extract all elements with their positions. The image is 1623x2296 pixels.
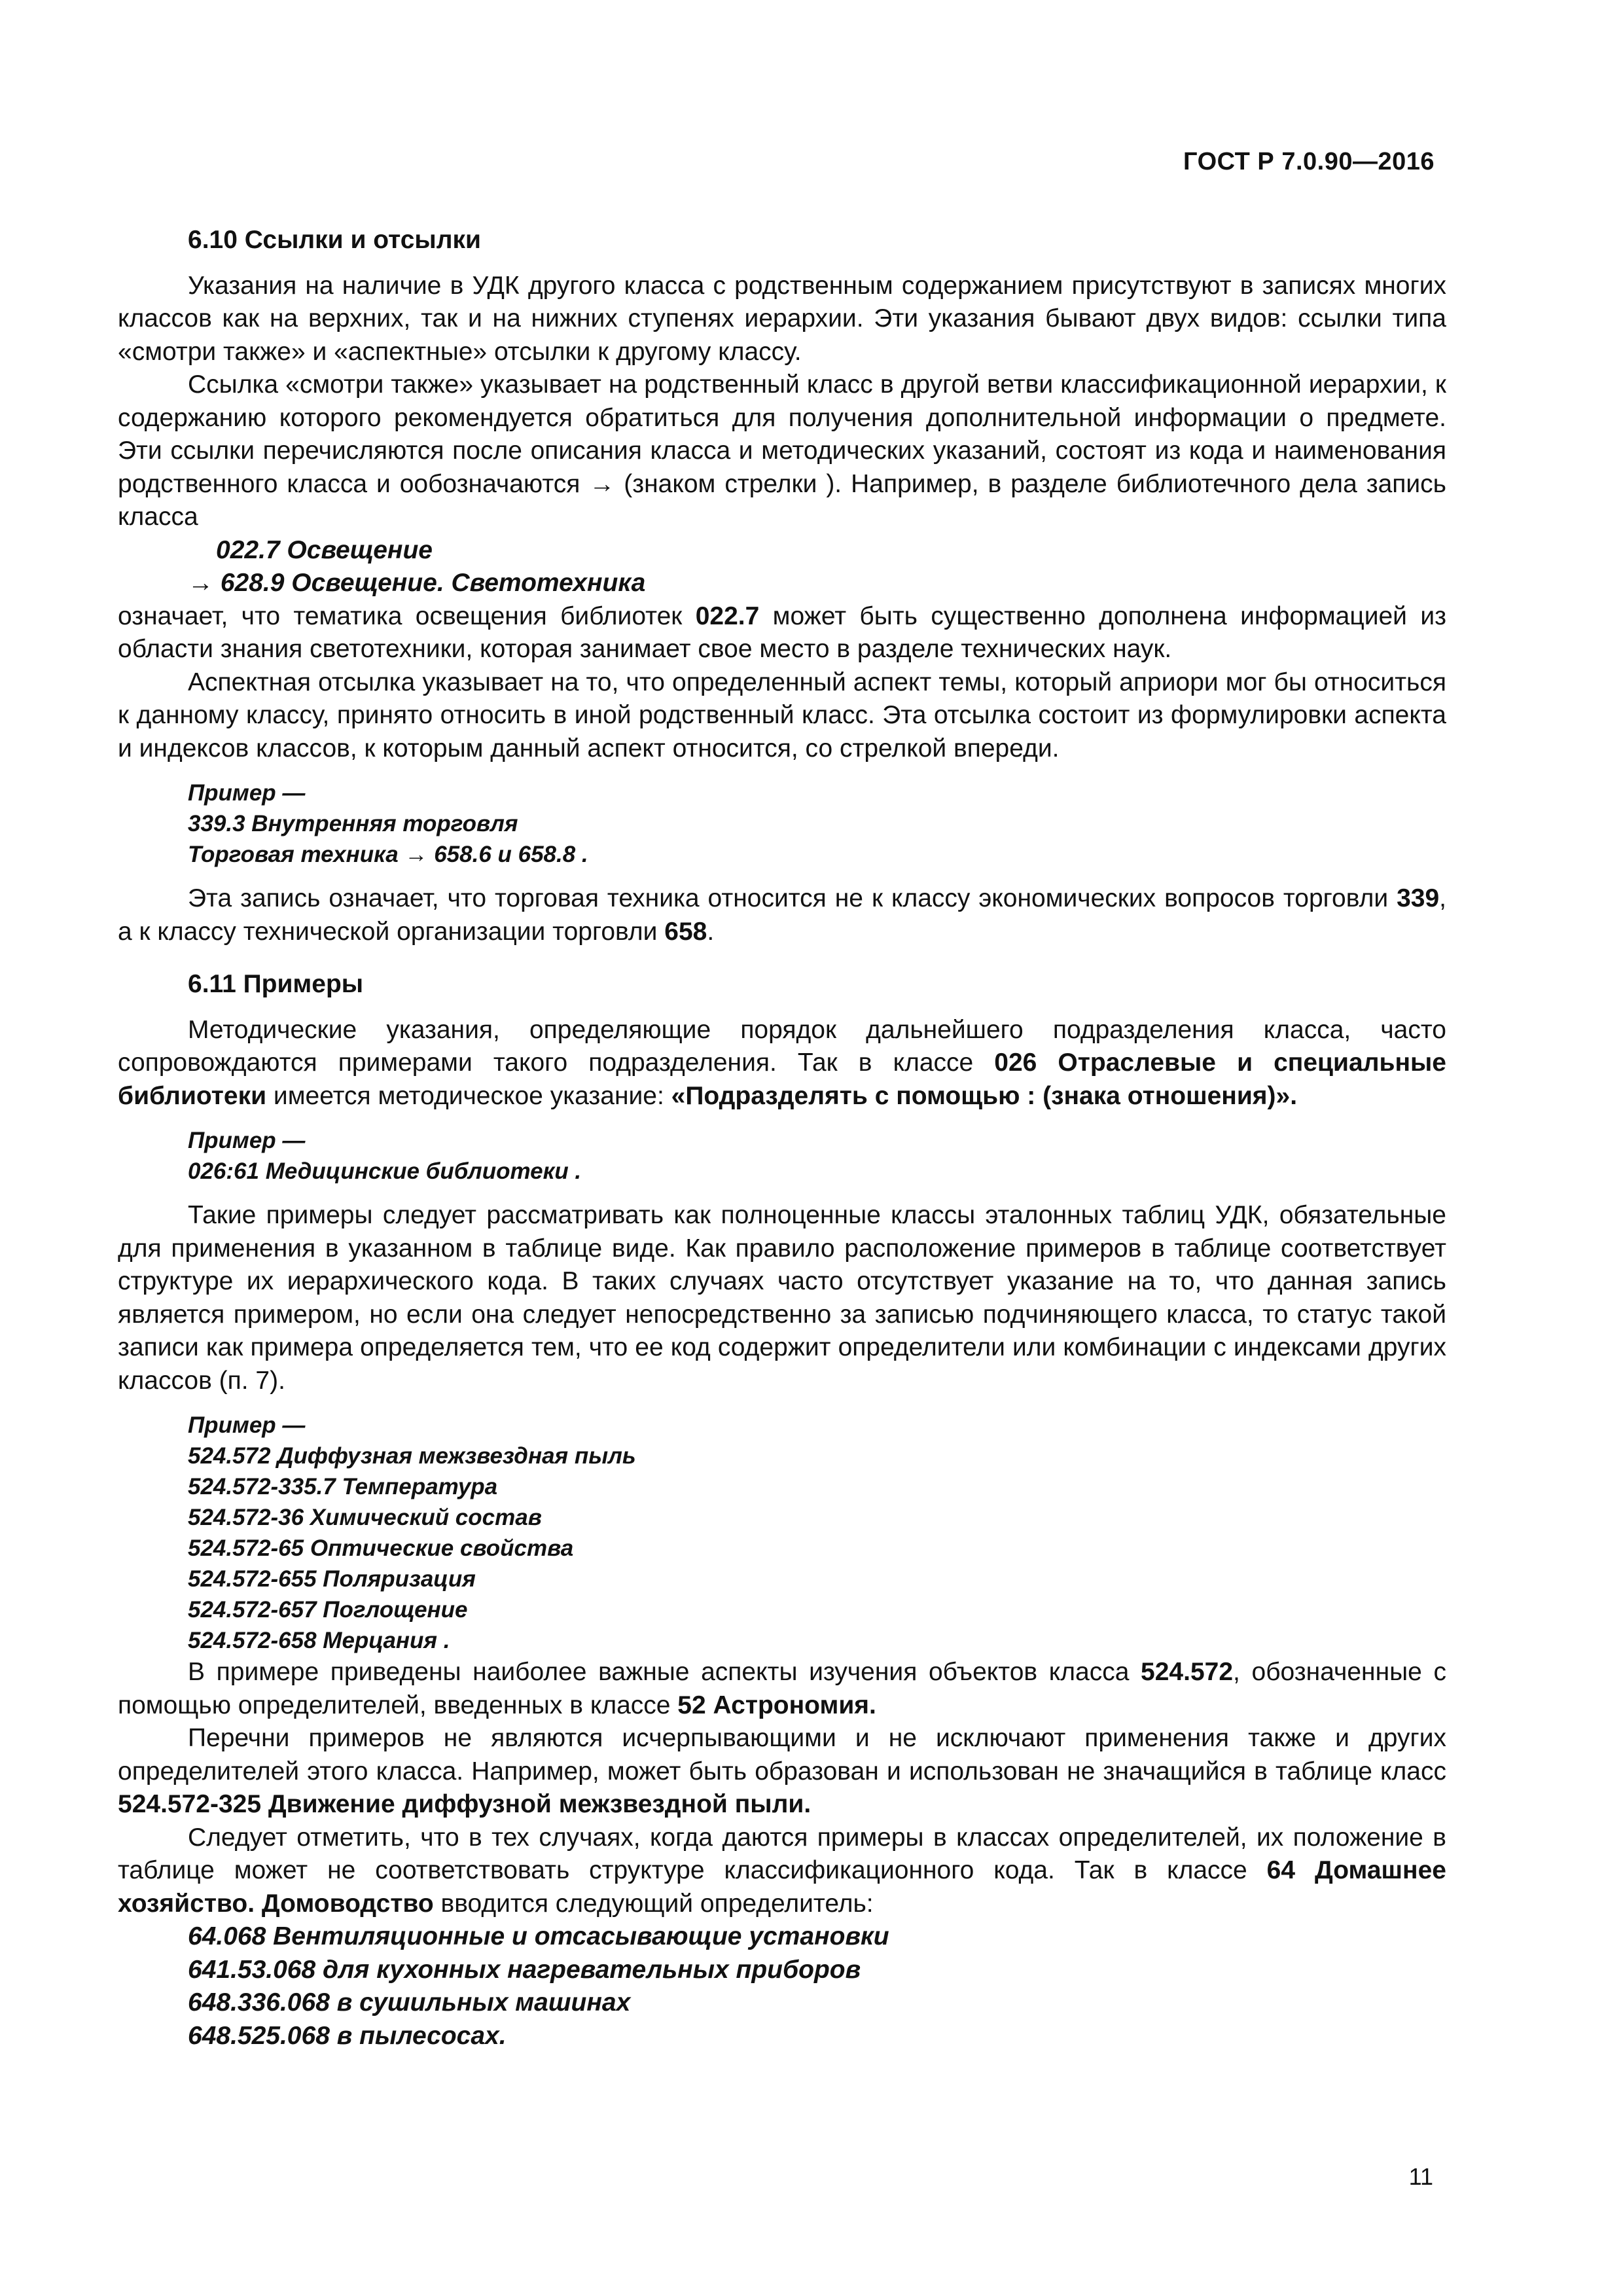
s610-paragraph-5: Эта запись означает, что торговая техника относится не к классу экономических вопросов торговли 339, а к классу технической организации торговли 658. — [118, 884, 1446, 946]
section-6-11-title: 6.11 Примеры — [188, 970, 364, 998]
page-content — [118, 224, 1446, 2053]
s610-paragraph-3: означает, что тематика освещения библиотек 022.7 может быть существенно дополнена информацией из области знания светотехники, которая занимает свое место в разделе технических наук. — [118, 601, 1446, 663]
s611-paragraph-4: Перечни примеров не являются исчерпывающими и не исключают применения также и других определителей этого класса. Например, может быть образован и использован не значащийся в таблице класс 524.572-325 Движение диффузной межзвездной пыли. — [118, 1724, 1446, 1818]
s611-example-5-line: 64.068 Вентиляционные и отсасывающие установки — [188, 1922, 889, 1950]
s611-example-5-line: 648.525.068 в пылесосах. — [188, 2021, 507, 2050]
s610-example-1-line-1: 022.7 Освещение — [216, 535, 433, 564]
page-number: 11 — [1408, 2163, 1433, 2190]
s611-example-5-line: 648.336.068 в сушильных машинах — [188, 1988, 631, 2017]
s610-paragraph-4: Аспектная отсылка указывает на то, что определенный аспект темы, который априори мог бы относиться к данному классу, принято относить в иной родственный класс. Эта отсылка состоит из формулировки аспекта и индексов классов, к которым данный аспект относится, со стрелкой впереди. — [118, 668, 1446, 762]
s611-example-3-line-1: 026:61 Медицинские библиотеки . — [188, 1158, 582, 1184]
s611-paragraph-2: Такие примеры следует рассматривать как полноценные классы эталонных таблиц УДК, обязательные для применения в указанном в таблице виде. Как правило расположение примеров в таблице соответствует структуре их иерархического кода. В таких случаях часто отсутствует указание на то, что данная запись является примером, но если она следует непосредственно за записью подчиняющего класса, то статус такой записи как примера определяется тем, что ее код содержит определители или комбинации с индексами других классов (п. 7). — [118, 1201, 1446, 1395]
s611-example-4-line: 524.572-658 Мерцания . — [188, 1628, 450, 1653]
section-6-10-title: 6.10 Ссылки и отсылки — [188, 226, 482, 254]
s611-example-4-line: 524.572 Диффузная межзвездная пыль — [188, 1443, 636, 1469]
s611-paragraph-3: В примере приведены наиболее важные аспекты изучения объектов класса 524.572, обозначенные с помощью определителей, введенных в классе 52 Астрономия. — [118, 1658, 1447, 1719]
s611-example-4-line: 524.572-657 Поглощение — [188, 1597, 468, 1623]
s611-example-3-label: Пример — — [188, 1128, 306, 1153]
s611-example-4-line: 524.572-65 Оптические свойства — [188, 1535, 574, 1561]
s610-paragraph-2: Ссылка «смотри также» указывает на родственный класс в другой ветви классификационной иерархии, к содержанию которого рекомендуется обратиться для получения дополнительной информации о предмете. Эти ссылки перечисляются после описания класса и методических указаний, состоят из кода и наименования родственного класса и ообозначаются → (знаком стрелки ). Например, в разделе библиотечного дела запись класса — [118, 370, 1446, 531]
s610-example-1-line-2: → 628.9 Освещение. Светотехника — [188, 569, 646, 597]
s610-example-2-line-2: Торговая техника → 658.6 и 658.8 . — [188, 842, 588, 867]
s611-example-5-line: 641.53.068 для кухонных нагревательных приборов — [188, 1955, 861, 1984]
s611-paragraph-5: Следует отметить, что в тех случаях, когда даются примеры в классах определителей, их положение в таблице может не соответствовать структуре классификационного кода. Так в классе 64 Домашнее хозяйство. Домоводство вводится следующий определитель: — [118, 1823, 1446, 1918]
s611-paragraph-1: Методические указания, определяющие порядок дальнейшего подразделения класса, часто сопровождаются примерами такого подразделения. Так в классе 026 Отраслевые и специальные библиотеки имеется методическое указание: «Подразделять с помощью : (знака отношения)». — [118, 1015, 1446, 1110]
s611-example-4-line: 524.572-36 Химический состав — [188, 1505, 542, 1530]
s611-example-4-line: 524.572-655 Поляризация — [188, 1566, 476, 1592]
s611-example-4-line: 524.572-335.7 Температура — [188, 1474, 498, 1499]
s610-paragraph-1: Указания на наличие в УДК другого класса с родственным содержанием присутствуют в записях многих классов как на верхних, так и на нижних ступенях иерархии. Эти указания бывают двух видов: ссылки типа «смотри также» и «аспектные» отсылки к другому классу. — [118, 271, 1446, 366]
document-header: ГОСТ Р 7.0.90—2016 — [1183, 148, 1435, 175]
s611-example-4-label: Пример — — [188, 1412, 306, 1438]
s610-example-2-label: Пример — — [188, 780, 306, 806]
s610-example-2-line-1: 339.3 Внутренняя торговля — [188, 811, 518, 836]
